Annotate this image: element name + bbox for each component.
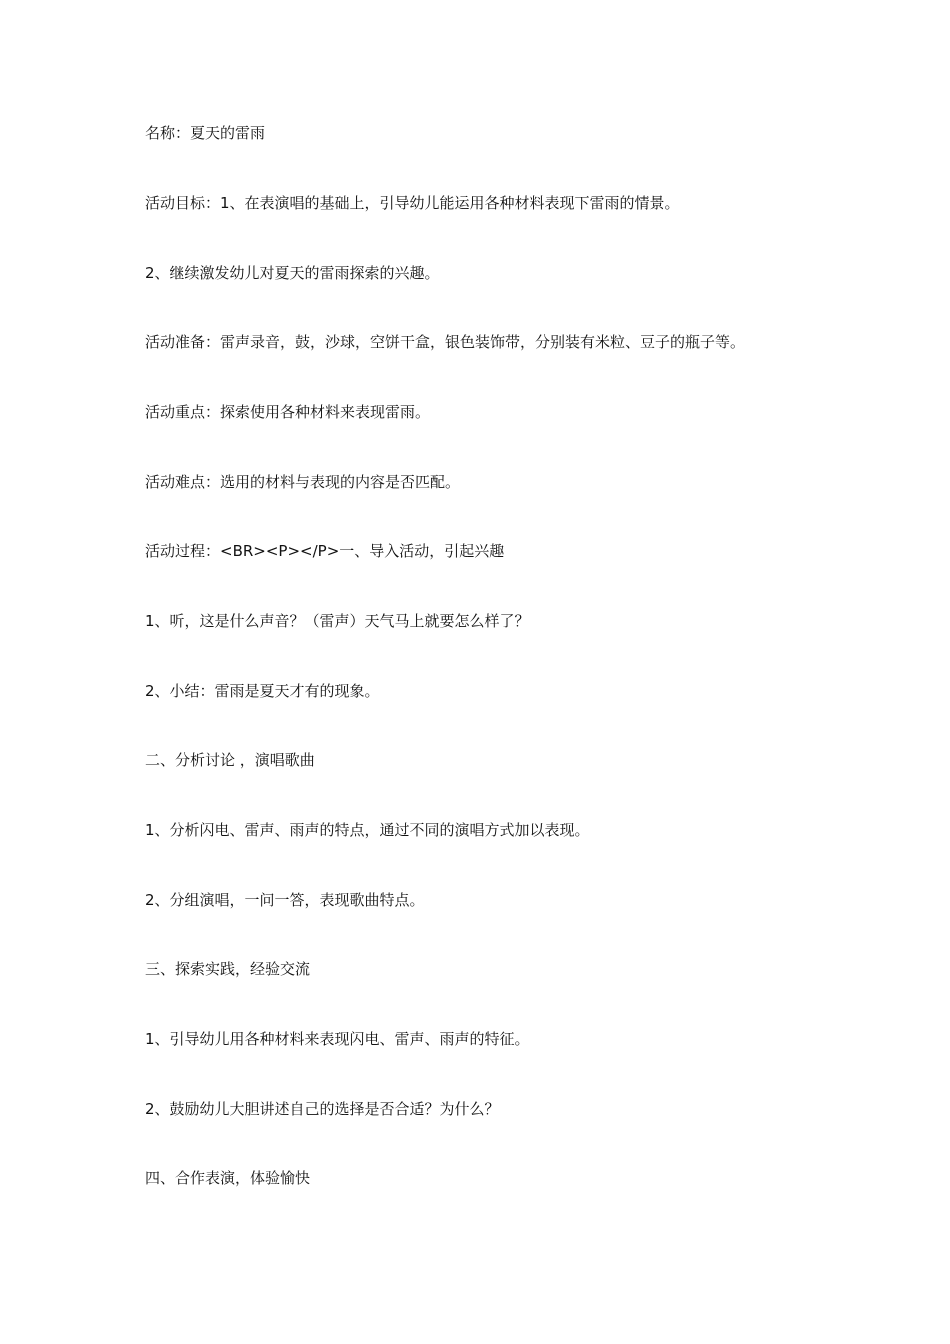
process-step-3-1: 1、引导幼儿用各种材料来表现闪电、雷声、雨声的特征。: [145, 1030, 530, 1048]
activity-title: 名称：夏天的雷雨: [145, 124, 266, 142]
activity-key-point: 活动重点：探索使用各种材料来表现雷雨。: [145, 403, 431, 421]
section-heading-2: 二、分析讨论 ，演唱歌曲: [145, 751, 315, 769]
section-heading-3: 三、探索实践，经验交流: [145, 960, 311, 978]
process-step-2-2: 2、分组演唱，一问一答，表现歌曲特点。: [145, 891, 425, 909]
section-heading-4: 四、合作表演，体验愉快: [145, 1169, 311, 1187]
activity-difficulty: 活动难点：选用的材料与表现的内容是否匹配。: [145, 473, 461, 491]
activity-preparation: 活动准备：雷声录音，鼓，沙球，空饼干盒，银色装饰带，分别装有米粒、豆子的瓶子等。: [145, 333, 746, 351]
process-step-3-2: 2、鼓励幼儿大胆讲述自己的选择是否合适？为什么？: [145, 1100, 500, 1118]
activity-goal-2: 2、继续激发幼儿对夏天的雷雨探索的兴趣。: [145, 264, 440, 282]
process-step-1-1: 1、听，这是什么声音？（雷声）天气马上就要怎么样了？: [145, 612, 530, 630]
activity-process-heading: 活动过程：<BR><P></P>一、导入活动，引起兴趣: [145, 542, 505, 560]
process-step-2-1: 1、分析闪电、雷声、雨声的特点，通过不同的演唱方式加以表现。: [145, 821, 590, 839]
process-step-1-2: 2、小结：雷雨是夏天才有的现象。: [145, 682, 380, 700]
activity-goal-1: 活动目标：1、在表演唱的基础上，引导幼儿能运用各种材料表现下雷雨的情景。: [145, 194, 680, 212]
